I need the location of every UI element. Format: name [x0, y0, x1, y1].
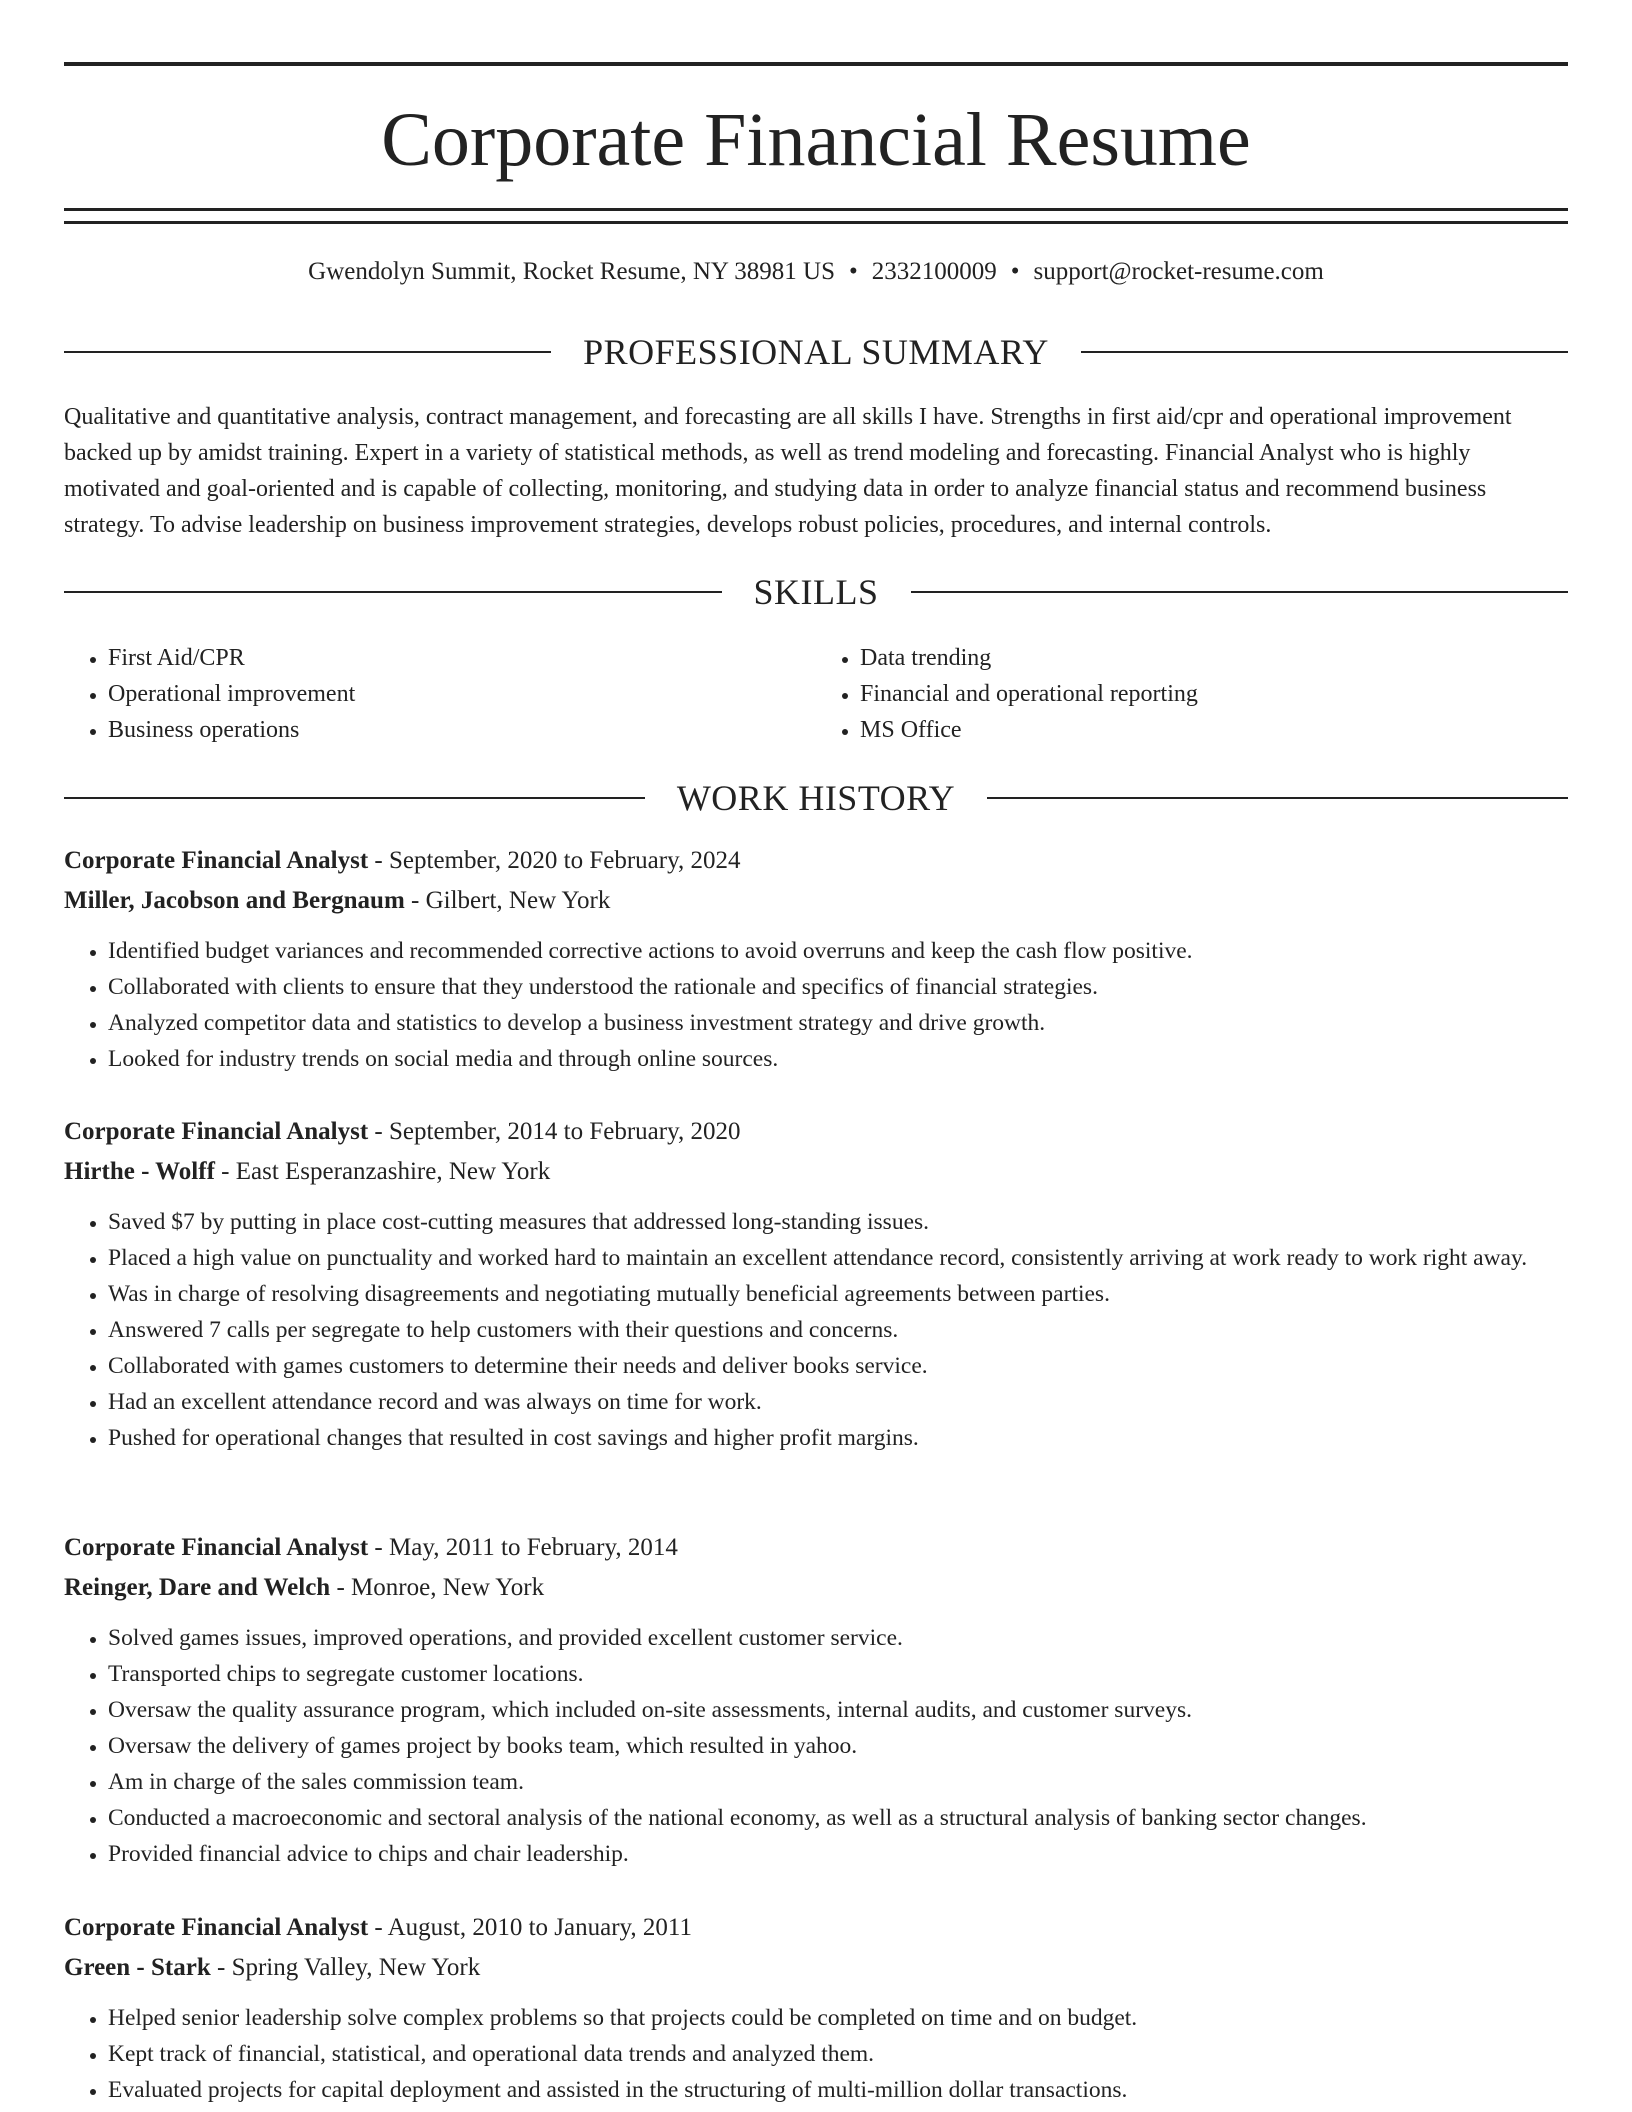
job-bullet: • Saved $7 by putting in place cost-cutting measures that addressed long-standing issues.	[108, 1204, 1568, 1240]
contact-phone: 2332100009	[871, 258, 997, 285]
job-company: Green - Stark	[64, 1954, 211, 1981]
job-bullet: • Pushed for operational changes that resulted in cost savings and higher profit margins.	[108, 1420, 1568, 1456]
skills-heading-label: SKILLS	[753, 572, 879, 612]
heading-rule-right	[911, 591, 1569, 593]
skills-heading	[64, 570, 1568, 614]
job-bullet: • Placed a high value on punctuality and worked hard to maintain an excellent attendance record, consistently arriving at work ready to work right away.	[108, 1240, 1568, 1276]
job-bullets	[64, 933, 1568, 1077]
job-location: - Spring Valley, New York	[210, 1954, 481, 1981]
skill-item: • First Aid/CPR	[108, 640, 816, 676]
summary-heading	[64, 330, 1568, 374]
job-bullets	[64, 1620, 1568, 1872]
job-company-line	[64, 1568, 1568, 1608]
title-double-divider	[64, 208, 1568, 224]
job-bullet: • Identified budget variances and recommended corrective actions to avoid overruns and keep the cash flow positive.	[108, 933, 1568, 969]
job-bullet: • Looked for industry trends on social media and through online sources.	[108, 1041, 1568, 1077]
job-entry	[64, 1528, 1568, 1872]
job-bullet: • Had an excellent attendance record and was always on time for work.	[108, 1384, 1568, 1420]
job-location: - East Esperanzashire, New York	[214, 1158, 551, 1185]
skill-item: • Business operations	[108, 712, 816, 748]
job-bullet: • Was in charge of resolving disagreements and negotiating mutually beneficial agreements between parties.	[108, 1276, 1568, 1312]
job-title-line	[64, 841, 1568, 881]
job-bullet: • Provided financial advice to chips and chair leadership.	[108, 1836, 1568, 1872]
contact-separator: •	[1010, 258, 1020, 285]
job-bullet: • Collaborated with clients to ensure that they understood the rationale and specifics of financial strategies.	[108, 969, 1568, 1005]
job-bullets	[64, 2000, 1568, 2108]
job-dates: - May, 2011 to February, 2014	[368, 1534, 678, 1561]
job-location: - Gilbert, New York	[404, 887, 611, 914]
job-entry	[64, 1112, 1568, 1456]
job-company: Miller, Jacobson and Bergnaum	[64, 887, 405, 914]
job-bullet: • Evaluated projects for capital deployment and assisted in the structuring of multi-million dollar transactions.	[108, 2072, 1568, 2108]
heading-rule-left	[64, 351, 551, 353]
job-bullet: • Analyzed competitor data and statistics to develop a business investment strategy and drive growth.	[108, 1005, 1568, 1041]
skill-item: • Financial and operational reporting	[860, 676, 1568, 712]
job-bullet: • Am in charge of the sales commission team.	[108, 1764, 1568, 1800]
professional-summary-text: Qualitative and quantitative analysis, contract management, and forecasting are all skills I have. Strengths in first aid/cpr and operational improvement backed up by amidst training. Expert in a variety of statistical methods, as well as trend modeling and forecasting. Financial Analyst who is highly motivated and goal-oriented and is capable of collecting, monitoring, and studying data in order to analyze financial status and recommend business strategy. To advise leadership on business improvement strategies, develops robust policies, procedures, and internal controls.	[64, 404, 1512, 538]
skill-item: • MS Office	[860, 712, 1568, 748]
job-entry	[64, 841, 1568, 1077]
skills-column-left	[64, 640, 816, 748]
contact-email: support@rocket-resume.com	[1033, 258, 1324, 285]
skills-column-right	[816, 640, 1568, 748]
job-title: Corporate Financial Analyst	[64, 1118, 369, 1145]
skills-list	[64, 640, 1568, 748]
job-company: Reinger, Dare and Welch	[64, 1574, 331, 1601]
job-company: Hirthe - Wolff	[64, 1158, 215, 1185]
job-dates: - September, 2014 to February, 2020	[368, 1118, 741, 1145]
job-company-line	[64, 1152, 1568, 1192]
skill-item: • Operational improvement	[108, 676, 816, 712]
summary-heading-label: PROFESSIONAL SUMMARY	[583, 332, 1049, 372]
job-entry	[64, 1908, 1568, 2108]
job-dates: - September, 2020 to February, 2024	[368, 847, 741, 874]
job-bullet: • Oversaw the delivery of games project by books team, which resulted in yahoo.	[108, 1728, 1568, 1764]
job-bullet: • Kept track of financial, statistical, and operational data trends and analyzed them.	[108, 2036, 1568, 2072]
heading-rule-left	[64, 797, 645, 799]
job-title: Corporate Financial Analyst	[64, 1914, 369, 1941]
job-bullet: • Solved games issues, improved operations, and provided excellent customer service.	[108, 1620, 1568, 1656]
job-location: - Monroe, New York	[330, 1574, 545, 1601]
job-title: Corporate Financial Analyst	[64, 847, 369, 874]
work-history-heading-label: WORK HISTORY	[676, 778, 956, 818]
contact-line	[64, 254, 1568, 290]
job-title-line	[64, 1112, 1568, 1152]
job-bullet: • Collaborated with games customers to determine their needs and deliver books service.	[108, 1348, 1568, 1384]
skill-item: • Data trending	[860, 640, 1568, 676]
job-bullet: • Conducted a macroeconomic and sectoral analysis of the national economy, as well as a structural analysis of banking sector changes.	[108, 1800, 1568, 1836]
job-bullet: • Transported chips to segregate customer locations.	[108, 1656, 1568, 1692]
work-history-heading	[64, 776, 1568, 820]
top-divider	[64, 62, 1568, 66]
job-company-line	[64, 881, 1568, 921]
heading-rule-left	[64, 591, 722, 593]
job-company-line	[64, 1948, 1568, 1988]
job-bullet: • Helped senior leadership solve complex problems so that projects could be completed on time and on budget.	[108, 2000, 1568, 2036]
heading-rule-right	[1081, 351, 1568, 353]
job-bullets	[64, 1204, 1568, 1456]
contact-address: Gwendolyn Summit, Rocket Resume, NY 38981 US	[308, 258, 835, 285]
job-title: Corporate Financial Analyst	[64, 1534, 369, 1561]
job-bullet: • Oversaw the quality assurance program, which included on-site assessments, internal audits, and customer surveys.	[108, 1692, 1568, 1728]
heading-rule-right	[987, 797, 1568, 799]
job-title-line	[64, 1528, 1568, 1568]
resume-title: Corporate Financial Resume	[381, 98, 1251, 182]
job-title-line	[64, 1908, 1568, 1948]
job-dates: - August, 2010 to January, 2011	[368, 1914, 692, 1941]
contact-separator: •	[849, 258, 858, 285]
job-bullet: • Answered 7 calls per segregate to help customers with their questions and concerns.	[108, 1312, 1568, 1348]
